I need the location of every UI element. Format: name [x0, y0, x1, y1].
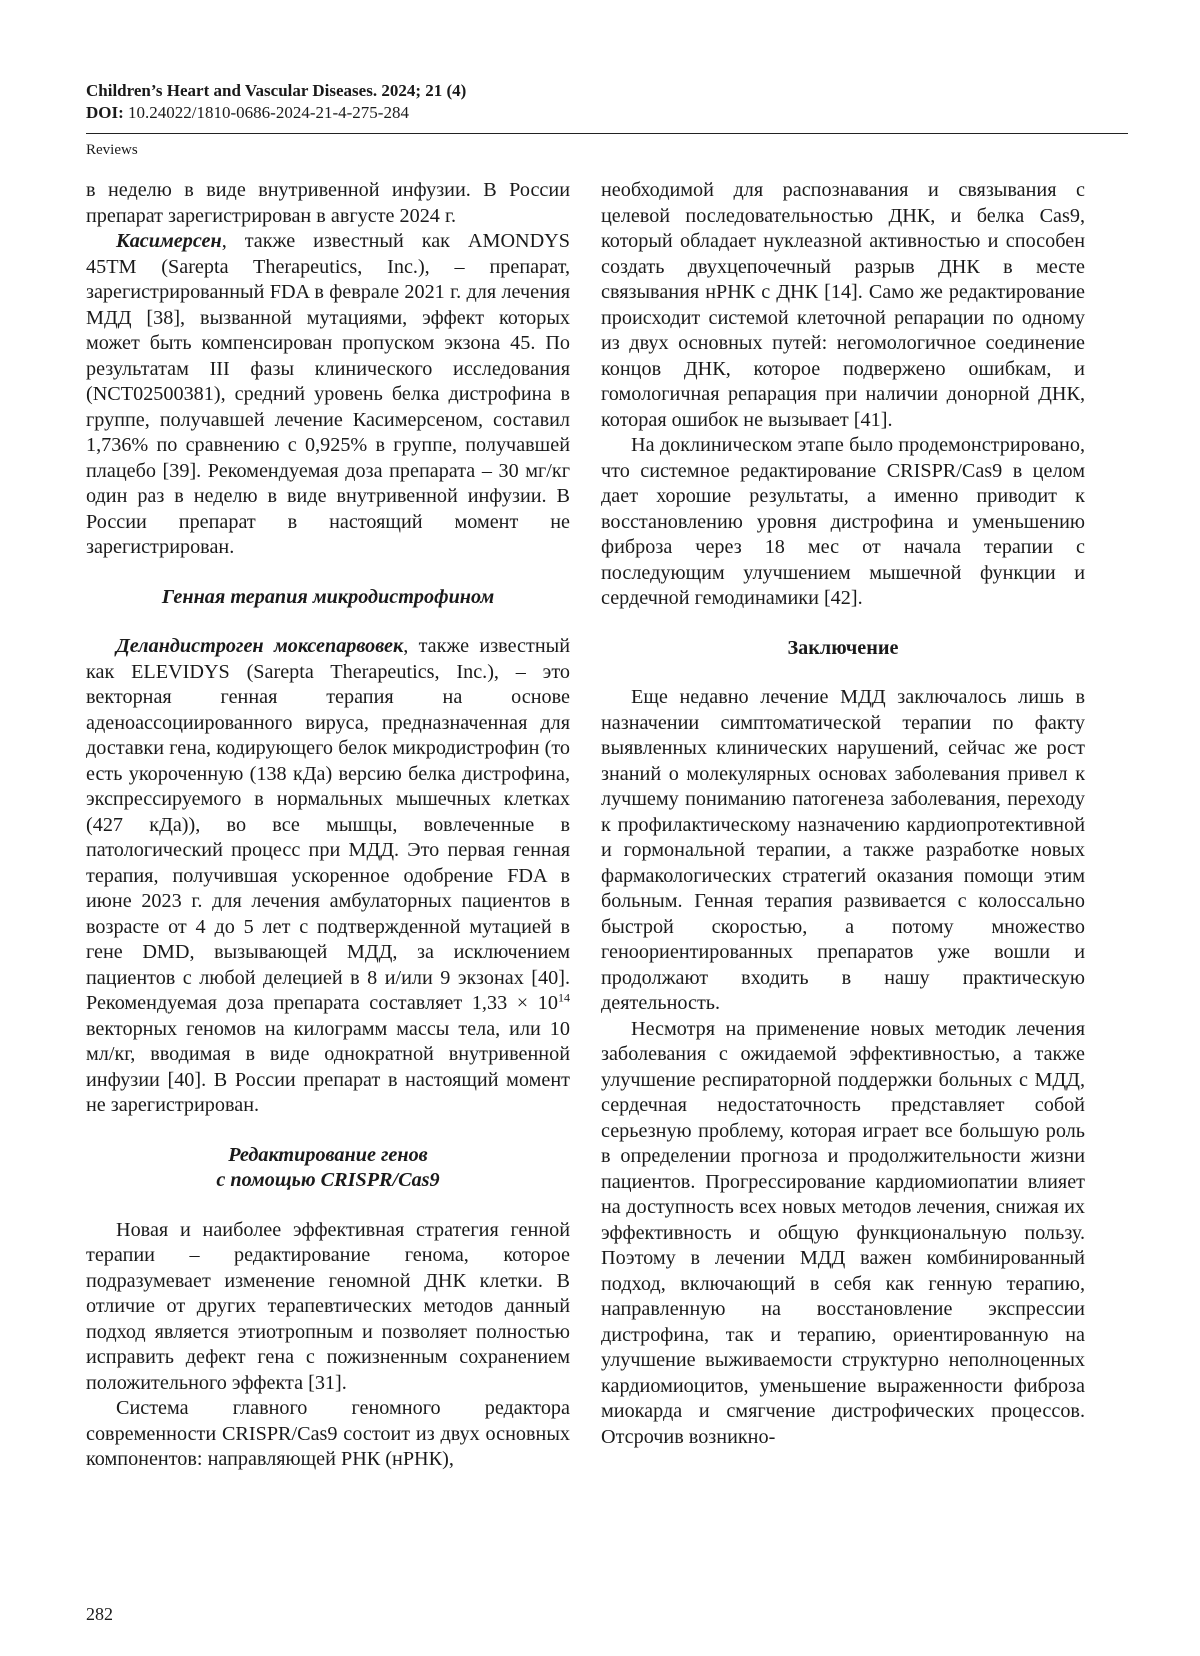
drug-term: Касимерсен [116, 230, 222, 252]
section-tag: Reviews [86, 142, 138, 158]
section-heading: Генная терапия микродистрофином [161, 585, 495, 608]
paragraph: Деландистроген моксепарвовек, также известный как ELEVIDYS (Sarepta Therapeutics, Inc.), – это векторная генная терапия на основе аденоассоциированного вируса, предназначенная для доставки гена, кодирующего белок микродистрофин (то есть укороченную (138 кДа) версию белка дистрофина, экспрессируемого в нормальных мышечных клетках (427 кДа)), во все мышцы, вовлеченные в патологический процесс при МДД. Это первая генная терапия, получившая ускоренное одобрение FDA в июне 2023 г. для лечения амбулаторных пациентов в возрасте от 4 до 5 лет с подтвержденной мутацией в гене DMD, вызывающей МДД, за исключением пациентов с любой делецией в 8 и/или 9 экзонах [40]. Рекомендуемая доза препарата составляет $1,33 \times 10^{14}$ векторных геномов на килограмм массы тела, или 10 мл/кг, вводимая в виде однократной внутривенной инфузии [40]. В России препарат в настоящий момент не зарегистрирован. [86, 635, 570, 1116]
paragraph: Еще недавно лечение МДД заключалось лишь в назначении симптоматической терапии по факту выявленных клинических нарушений, сейчас же рост знаний о молекулярных основах заболевания привел к лучшему пониманию патогенеза заболевания, переходу к профилактическому назначению кардиопротективной и гормональной терапии, а также разработке новых фармакологических стратегий оказания помощи этим больным. Генная терапия развивается с колоссально быстрой скоростью, а потому множество геноориентированных препаратов уже вошли и продолжают входить в нашу практическую деятельность. [601, 686, 1085, 1014]
doi-label: DOI: [86, 103, 124, 122]
running-header [86, 80, 1128, 124]
right-column [601, 178, 1085, 1450]
paragraph: Система главного геномного редактора современности CRISPR/Cas9 состоит из двух основных компонентов: направляющей РНК (нРНК), [86, 1397, 570, 1470]
journal-title: Children’s Heart and Vascular Diseases. 2024; 21 (4) [86, 81, 467, 100]
paragraph: Несмотря на применение новых методик лечения заболевания с ожидаемой эффективностью, а также улучшение респираторной поддержки больных с МДД, сердечная недостаточность представляет собой серьезную проблему, которая играет все большую роль в определении прогноза и продолжительности жизни пациентов. Прогрессирование кардиомиопатии влияет на доступность всех новых методов лечения, снижая их эффективность и общую функциональную пользу. Поэтому в лечении МДД важен комбинированный подход, включающий в себя как генную терапию, направленную на восстановление экспрессии дистрофина, так и терапию, ориентированную на улучшение выживаемости структурно неполноценных кардиомиоцитов, уменьшение выраженности фиброза миокарда и смягчение дистрофических процессов. Отсрочив возникно- [601, 1017, 1085, 1448]
left-column [86, 178, 570, 1473]
paragraph: необходимой для распознавания и связывания с целевой последовательностью ДНК, и белка Cas9, который обладает нуклеазной активностью и способен создать двухцепочечный разрыв ДНК в месте связывания нРНК с ДНК [14]. Само же редактирование происходит системой клеточной репарации по одному из двух основных путей: негомологичное соединение концов ДНК, которое подвержено ошибкам, и гомологичная репарация при наличии донорной ДНК, которая ошибок не вызывает [41]. [601, 179, 1085, 431]
paragraph: Новая и наиболее эффективная стратегия генной терапии – редактирование генома, которое подразумевает изменение геномной ДНК клетки. В отличие от других терапевтических методов данный подход является этиотропным и позволяет полностью исправить дефект гена с пожизненным сохранением положительного эффекта [31]. [86, 1218, 570, 1394]
doi-line [86, 102, 1128, 124]
exponent: 14 [558, 990, 570, 1005]
paragraph: Касимерсен, также известный как AMONDYS 45TM (Sarepta Therapeutics, Inc.), – препарат, зарегистрированный FDA в феврале 2021 г. для лечения МДД [38], вызванной мутациями, эффект которых может быть компенсирован пропуском экзона 45. По результатам III фазы клинического исследования (NCT02500381), средний уровень белка дистрофина в группе, получавшей лечение Касимерсеном, составил 1,736% по сравнению с 0,925% в группе, получавшей плацебо [39]. Рекомендуемая доза препарата – 30 мг/кг один раз в неделю в виде внутривенной инфузии. В России препарат в настоящий момент не зарегистрирован. [86, 230, 570, 558]
section-heading: Заключение [787, 636, 899, 659]
drug-term: Деландистроген моксепарвовек [116, 635, 404, 657]
paragraph: в неделю в виде внутривенной инфузии. В России препарат зарегистрирован в августе 2024 г. [86, 179, 570, 227]
paragraph: На доклиническом этапе было продемонстрировано, что системное редактирование CRISPR/Cas9 в целом дает хорошие результаты, а именно приводит к восстановлению уровня дистрофина и уменьшению фиброза через 18 мес от начала терапии с последующим улучшением мышечной функции и сердечной гемодинамики [42]. [601, 434, 1085, 609]
section-heading-line2: с помощью CRISPR/Cas9 [216, 1169, 440, 1191]
section-heading: Редактирование генов [228, 1143, 428, 1166]
doi-value: 10.24022/1810-0686-2024-21-4-275-284 [128, 103, 409, 122]
page-number: 282 [86, 1604, 113, 1624]
header-rule [86, 133, 1128, 134]
